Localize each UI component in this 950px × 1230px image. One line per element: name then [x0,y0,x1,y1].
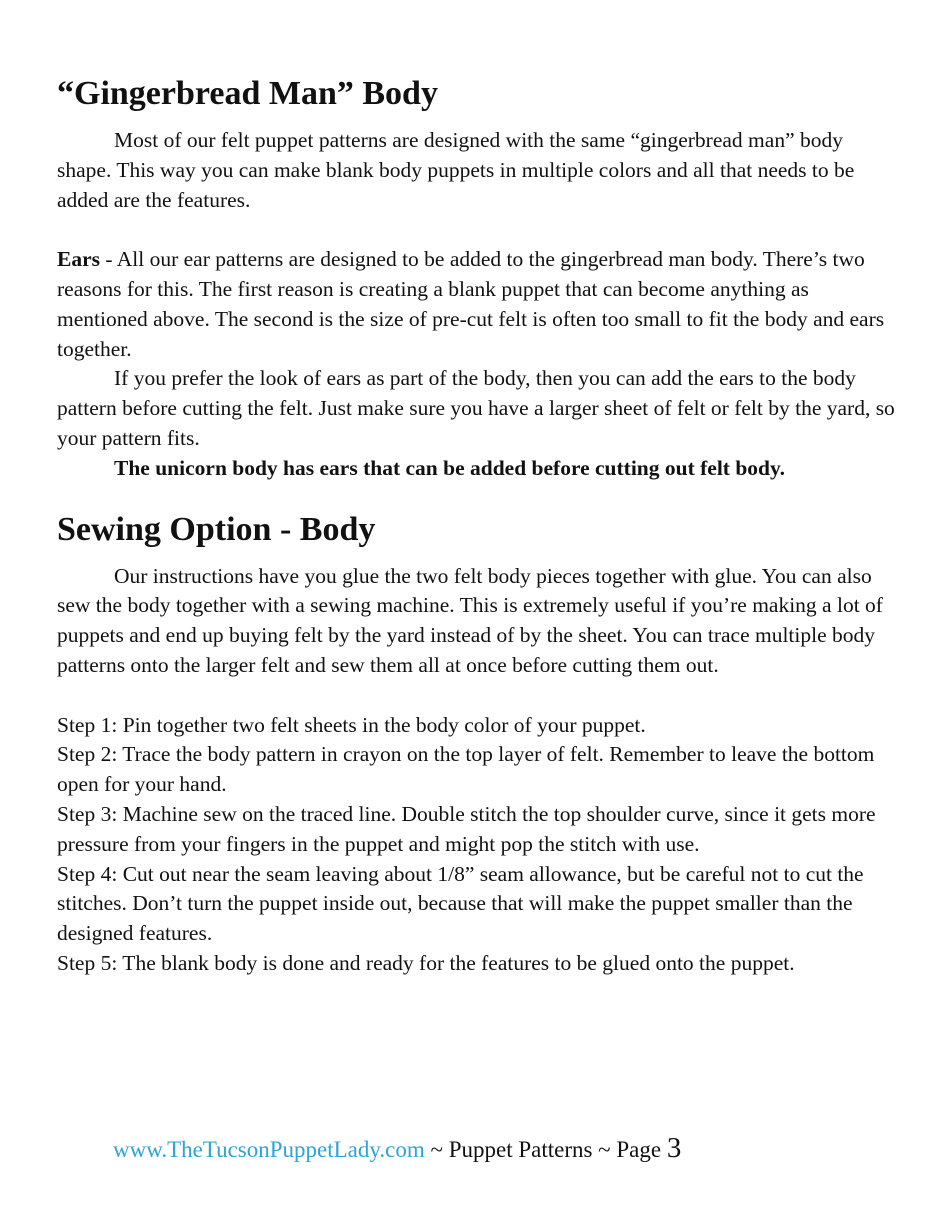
ears-label: Ears [57,247,100,272]
ears-text: - All our ear patterns are designed to be added to the gingerbread man body. There’s two reasons for this. The first reason is creating a blank puppet that can become anything as mentioned above. The second is the size of pre-cut felt is often too small to fit the body and ears together. [57,247,885,361]
ears-paragraph [57,245,897,364]
section-heading-sewing: Sewing Option - Body [57,510,376,548]
step-item: Step 3: Machine sew on the traced line. Double stitch the top shoulder curve, since it gets more pressure from your fingers in the puppet and might pop the stitch with use. [57,801,876,856]
unicorn-note: The unicorn body has ears that can be added before cutting out felt body. [114,455,785,480]
step-item: Step 4: Cut out near the seam leaving about 1/8” seam allowance, but be careful not to cut the stitches. Don’t turn the puppet inside out, because that will make the puppet smaller than the designed features. [57,861,864,946]
website-link[interactable]: www.TheTucsonPuppetLady.com [113,1137,425,1162]
step-item: Step 2: Trace the body pattern in crayon on the top layer of felt. Remember to leave the bottom open for your hand. [57,742,875,797]
page-footer [113,1131,681,1167]
step-item: Step 5: The blank body is done and ready for the features to be glued onto the puppet. [57,950,795,975]
paragraph-spacer [57,681,897,711]
sewing-intro-paragraph: Our instructions have you glue the two felt body pieces together with glue. You can also sew the body together with a sewing machine. This is extremely useful if you’re making a lot of puppets and end up buying felt by the yard instead of by the sheet. You can trace multiple body patterns onto the larger felt and sew them all at once before cutting them out. [57,563,883,677]
footer-title: ~ Puppet Patterns ~ Page [424,1137,667,1162]
paragraph-spacer [57,215,897,245]
document-page [57,72,897,979]
page-number: 3 [666,1132,682,1164]
ears-second-paragraph: If you prefer the look of ears as part of the body, then you can add the ears to the body pattern before cutting the felt. Just make sure you have a larger sheet of felt or felt by the yard, so your pattern fits. [57,366,895,450]
step-item: Step 1: Pin together two felt sheets in the body color of your puppet. [57,712,646,737]
gingerbread-intro-paragraph: Most of our felt puppet patterns are designed with the same “gingerbread man” body shape. This way you can make blank body puppets in multiple colors and all that needs to be added are the features. [57,128,855,212]
section-heading-gingerbread: “Gingerbread Man” Body [57,75,438,112]
